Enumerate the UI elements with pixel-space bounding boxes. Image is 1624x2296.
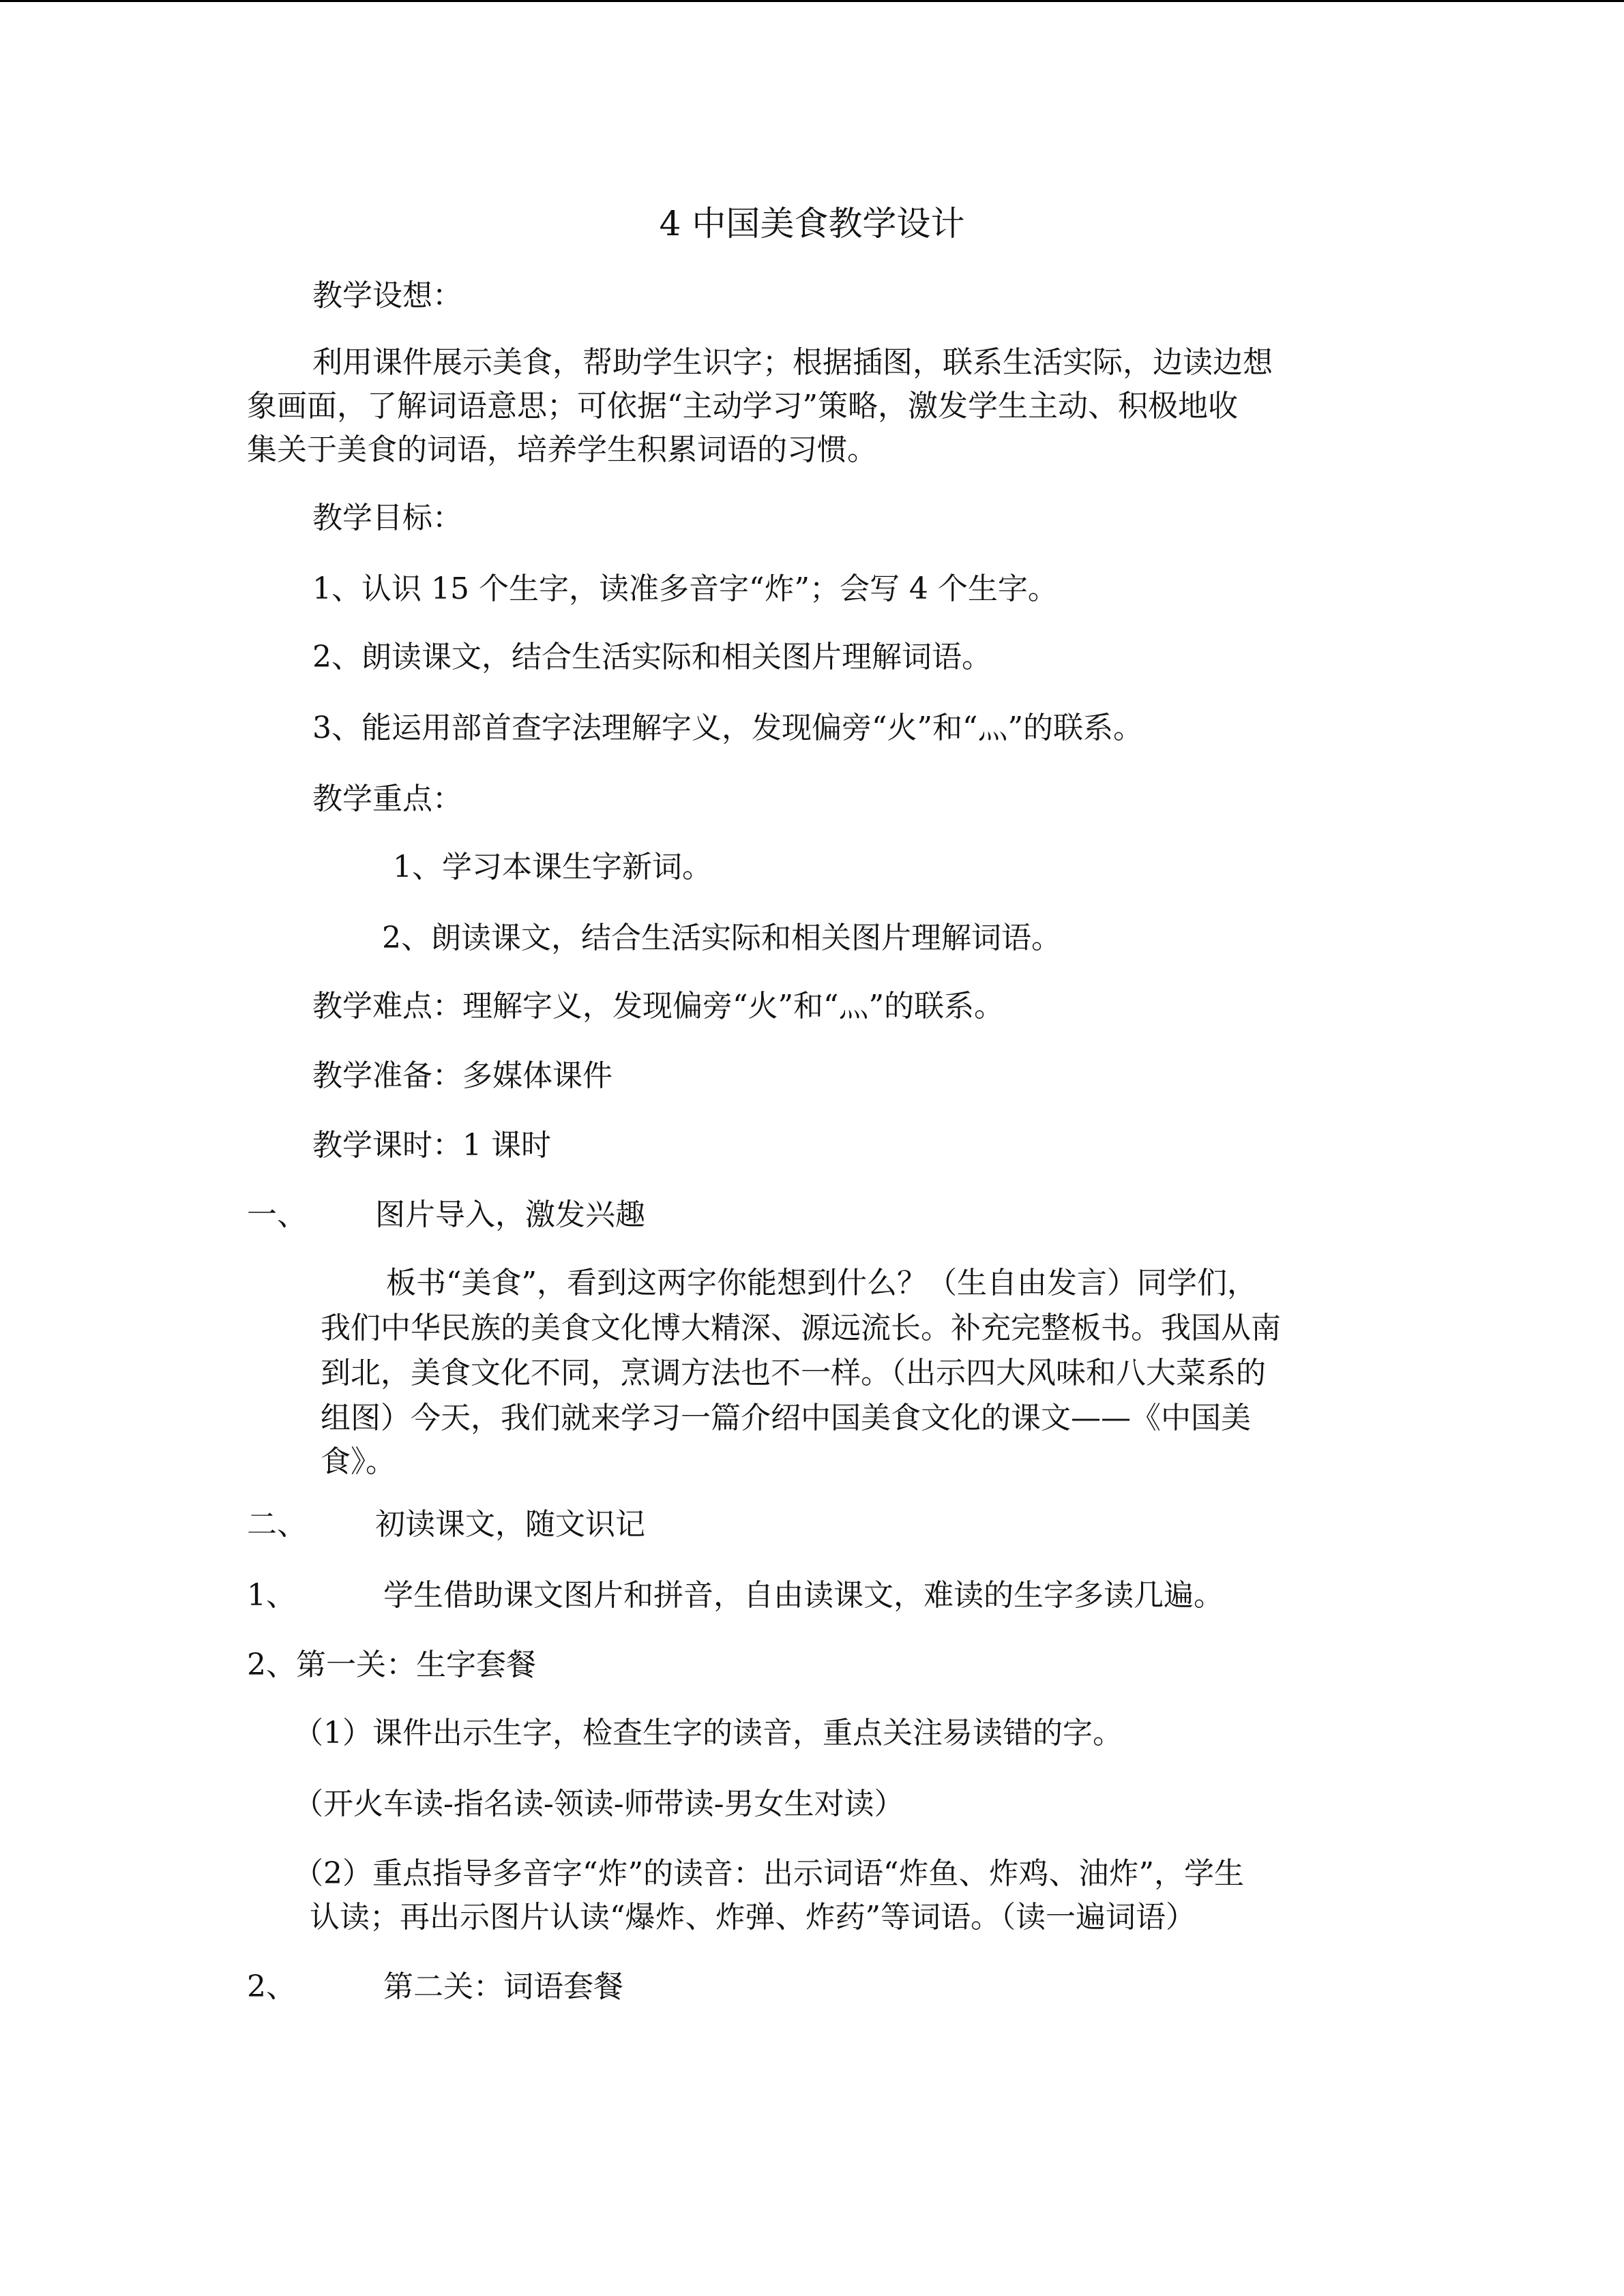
document-title: 4 中国美食教学设计: [659, 204, 965, 243]
preparation-line: 教学准备：多媒体课件: [312, 1058, 612, 1093]
design-body-line-1: 利用课件展示美食，帮助学生识字；根据插图，联系生活实际，边读边想: [312, 345, 1273, 380]
difficulty-line: 教学难点：理解字义，发现偏旁“火”和“灬”的联系。: [312, 989, 1004, 1024]
design-body-line-2: 象画面，了解词语意思；可依据“主动学习”策略，激发学生主动、积极地收: [247, 389, 1238, 423]
step-2-reading-methods: （开火车读-指名读-领读-师带读-男女生对读）: [293, 1787, 904, 1821]
step-2-heading: 2、第一关：生字套餐: [247, 1648, 536, 1682]
duration-line: 教学课时：1 课时: [312, 1128, 551, 1163]
goals-heading: 教学目标：: [312, 501, 462, 535]
design-heading: 教学设想：: [312, 278, 462, 313]
section-1-title: 图片导入，激发兴趣: [375, 1197, 645, 1232]
step-3-line: [247, 1967, 623, 2008]
step-2-item-1: （1）课件出示生字，检查生字的读音，重点关注易读错的字。: [293, 1716, 1123, 1750]
section-1-number: 一、: [247, 1197, 307, 1232]
section-1-heading: [247, 1195, 645, 1236]
step-3-text: 第二关：词语套餐: [383, 1969, 623, 2004]
section-1-body-line-2: 我们中华民族的美食文化博大精深、源远流长。补充完整板书。我国从南: [321, 1311, 1281, 1345]
step-3-number: 2、: [247, 1969, 296, 2004]
key-point-1: 1、学习本课生字新词。: [393, 850, 712, 884]
section-1-body-line-1: 板书“美食”，看到这两字你能想到什么？（生自由发言）同学们，: [386, 1266, 1257, 1300]
section-1-body-line-5: 食》。: [321, 1444, 396, 1479]
design-body-line-3: 集关于美食的词语，培养学生积累词语的习惯。: [247, 432, 877, 467]
step-1-text: 学生借助课文图片和拼音，自由读课文，难读的生字多读几遍。: [383, 1578, 1224, 1613]
section-1-body-line-3: 到北，美食文化不同，烹调方法也不一样。（出示四大风味和八大菜系的: [321, 1356, 1266, 1390]
step-1-line: [247, 1575, 1224, 1616]
key-points-heading: 教学重点：: [312, 781, 462, 816]
goal-item-2: 2、朗读课文，结合生活实际和相关图片理解词语。: [312, 640, 992, 674]
section-2-title: 初读课文，随文识记: [375, 1507, 645, 1542]
goal-item-1: 1、认识 15 个生字，读准多音字“炸”；会写 4 个生字。: [312, 571, 1058, 606]
section-1-body-line-4: 组图）今天，我们就来学习一篇介绍中国美食文化的课文——《中国美: [321, 1401, 1251, 1435]
goal-item-3: 3、能运用部首查字法理解字义，发现偏旁“火”和“灬”的联系。: [312, 711, 1143, 745]
step-2-item-2-line-2: 认读；再出示图片认读“爆炸、炸弹、炸药”等词语。（读一遍词语）: [310, 1900, 1196, 1935]
section-2-number: 二、: [247, 1507, 307, 1542]
key-point-2: 2、朗读课文，结合生活实际和相关图片理解词语。: [382, 921, 1061, 955]
step-2-item-2-line-1: （2）重点指导多音字“炸”的读音：出示词语“炸鱼、炸鸡、油炸”，学生: [293, 1856, 1244, 1891]
step-1-number: 1、: [247, 1578, 296, 1613]
section-2-heading: [247, 1504, 645, 1545]
